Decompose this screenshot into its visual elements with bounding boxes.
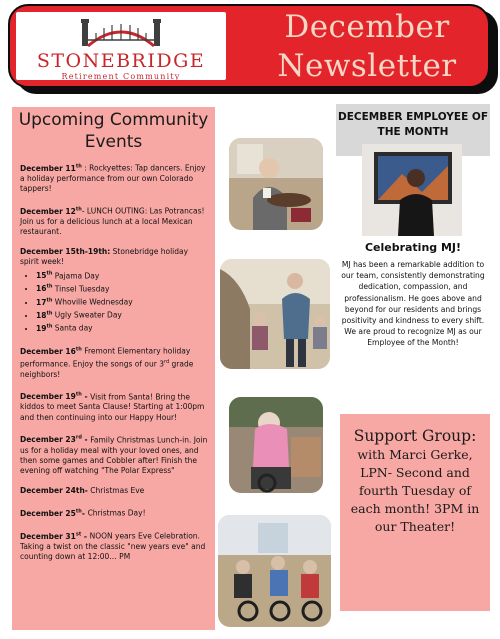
event-text: Visit from Santa! Bring the kiddos to meet Santa Clause! Starting at 1:00pm and then continuing into our Happy Hour! [20,392,205,422]
employee-of-month-panel [336,104,490,404]
residents-group-photo [220,259,330,369]
support-group-heading: Support Group: [353,427,477,445]
support-group-panel [340,414,490,611]
event-item [20,433,209,476]
event-item [20,529,209,562]
event-date: December 23rd - [20,434,91,445]
event-item [20,390,209,423]
list-item: • 19th Santa day [36,321,209,334]
residents-party-photo [218,515,331,627]
list-item: • 16th Tinsel Tuesday [36,282,209,295]
event-text: Family Christmas Lunch-in. Join us for a holiday meal with your loved ones, and then some games and Cobbler after! Finish the evening off watching "The Polar Express" [20,435,208,475]
newsletter-banner [8,4,490,88]
event-text: Christmas Eve [87,486,145,496]
event-item: December 11th : Rockyettes: Tap dancers. Enjoy a holiday performance from our own Colorado tappers! [20,163,206,193]
event-item: December 16th Fremont Elementary holiday performance. Enjoy the songs of our 3rd grade neighbors! [20,346,194,379]
event-date: December 16th [20,346,82,356]
newsletter-title-line1: December [284,9,450,45]
event-date: December 15th-19th: [20,247,111,257]
event-text: Stonebridge holiday spirit week! [20,247,189,267]
events-heading: Upcoming Community Events [18,110,209,152]
event-date: December 11th [20,163,82,173]
event-text: Rockyettes: Tap dancers. Enjoy a holiday performance from our own Colorado tappers! [20,163,206,193]
employee-description: MJ has been a remarkable addition to our team, consistently demonstrating dedication, compassion, and professionalism. He goes above and beyond for our residents and brings positivity and kindness to every shift. We are proud to recognize MJ as our Employee of the Month! [341,260,485,348]
employee-name: Celebrating MJ! [364,241,462,254]
event-date: December 19th - [20,391,91,402]
event-date: December 12th [20,206,82,216]
logo-subtitle: Retirement Community [61,72,181,81]
support-group-details: with Marci Gerke, LPN- Second and fourth Tuesday of each month! 3PM in our Theater! [350,447,480,534]
employee-photo [362,144,462,236]
event-item [20,247,209,334]
event-date: December 31st - [20,531,90,541]
employee-heading: DECEMBER EMPLOYEE OF THE MONTH [336,104,490,156]
logo-name: STONEBRIDGE [36,50,206,72]
list-item: • 15th Pajama Day [36,269,209,282]
list-item: • 17th Whoville Wednesday [36,295,209,308]
resident-photo-craft [229,397,323,493]
event-list [12,153,215,562]
newsletter-title-line2: Newsletter [277,48,457,84]
event-item [20,506,209,519]
stonebridge-logo [16,12,226,80]
event-date: December 24th- [20,486,88,496]
bridge-icon [76,16,166,50]
event-text: LUNCH OUTING: Las Potrancas! Join us for a delicious lunch at a local Mexican restaurant. [20,206,205,237]
event-text: Christmas Day! [87,508,146,518]
event-date: December 25th- [20,508,88,518]
list-item: • 18th Ugly Sweater Day [36,308,209,321]
spirit-week-list [20,269,209,335]
event-item [20,486,209,496]
upcoming-events-panel [12,104,215,630]
resident-photo-tea [229,138,323,230]
event-item: December 12th- LUNCH OUTING: Las Potrancas! Join us for a delicious lunch at a local Mexican restaurant. [20,206,205,237]
event-text: NOON years Eve Celebration. Taking a twist on the classic "new years eve" and counting down at 12:00… PM [20,531,206,561]
